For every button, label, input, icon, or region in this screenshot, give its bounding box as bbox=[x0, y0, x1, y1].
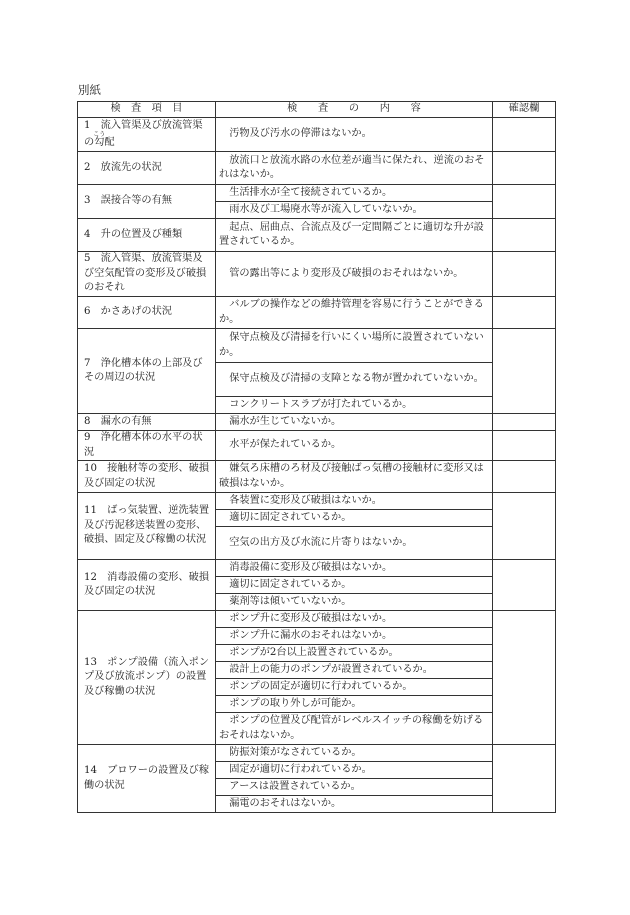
table-body bbox=[78, 118, 556, 813]
table-row bbox=[78, 185, 556, 202]
inspection-content: ポンプの取り外しが可能か。 bbox=[216, 696, 493, 713]
inspection-content: 保守点検及び清掃の支障となる物が置かれていないか。 bbox=[216, 363, 493, 397]
inspection-item: 14 ブロワーの設置及び稼働の状況 bbox=[78, 745, 216, 813]
attachment-label: 別紙 bbox=[78, 83, 101, 97]
check-cell[interactable] bbox=[493, 252, 556, 297]
inspection-content: 漏水が生じていないか。 bbox=[216, 414, 493, 431]
inspection-content: 生活排水が全て接続されているか。 bbox=[216, 185, 493, 202]
check-cell[interactable] bbox=[493, 493, 556, 560]
header-item: 検 査 項 目 bbox=[78, 102, 216, 118]
check-cell[interactable] bbox=[493, 152, 556, 185]
table-row bbox=[78, 329, 556, 363]
inspection-item: 12 消毒設備の変形、破損及び固定の状況 bbox=[78, 560, 216, 611]
inspection-content: コンクリートスラブが打たれているか。 bbox=[216, 397, 493, 414]
inspection-content: 各装置に変形及び破損はないか。 bbox=[216, 493, 493, 510]
inspection-content: 放流口と放流水路の水位差が適当に保たれ、逆流のおそれはないか。 bbox=[216, 152, 493, 185]
inspection-content: 管の露出等により変形及び破損のおそれはないか。 bbox=[216, 252, 493, 297]
inspection-item-tail: 配 bbox=[104, 136, 115, 148]
inspection-content: ポンプ升に変形及び破損はないか。 bbox=[216, 611, 493, 628]
inspection-content: 消毒設備に変形及び破損はないか。 bbox=[216, 560, 493, 577]
inspection-item: 4 升の位置及び種類 bbox=[78, 219, 216, 252]
check-cell[interactable] bbox=[493, 329, 556, 414]
table-row bbox=[78, 297, 556, 329]
table-row bbox=[78, 152, 556, 185]
ruby-reading: こう bbox=[93, 130, 106, 138]
inspection-item: 3 誤接合等の有無 bbox=[78, 185, 216, 219]
table-row bbox=[78, 461, 556, 493]
inspection-content: 設計上の能力のポンプが設置されているか。 bbox=[216, 662, 493, 679]
inspection-content: ポンプの位置及び配管がレベルスイッチの稼働を妨げるおそれはないか。 bbox=[216, 713, 493, 745]
inspection-item: 7 浄化槽本体の上部及びその周辺の状況 bbox=[78, 329, 216, 414]
inspection-item: 5 流入管渠、放流管渠及び空気配管の変形及び破損のおそれ bbox=[78, 252, 216, 297]
inspection-item: 11 ばっ気装置、逆洗装置及び汚泥移送装置の変形、破損、固定及び稼働の状況 bbox=[78, 493, 216, 560]
inspection-item: 8 漏水の有無 bbox=[78, 414, 216, 431]
table-row bbox=[78, 493, 556, 510]
check-cell[interactable] bbox=[493, 560, 556, 611]
check-cell[interactable] bbox=[493, 185, 556, 219]
inspection-item: 13 ポンプ設備（流入ポンプ及び放流ポンプ）の設置及び稼働の状況 bbox=[78, 611, 216, 745]
inspection-content: 防振対策がなされているか。 bbox=[216, 745, 493, 762]
inspection-item: 10 接触材等の変形、破損及び固定の状況 bbox=[78, 461, 216, 493]
check-cell[interactable] bbox=[493, 745, 556, 813]
table-row bbox=[78, 560, 556, 577]
ruby-base: 勾 bbox=[93, 136, 106, 148]
check-cell[interactable] bbox=[493, 414, 556, 431]
inspection-content: ポンプ升に漏水のおそれはないか。 bbox=[216, 628, 493, 645]
header-check: 確認欄 bbox=[493, 102, 556, 118]
table-row bbox=[78, 118, 556, 152]
inspection-content: 汚物及び汚水の停滞はないか。 bbox=[216, 118, 493, 152]
table-row bbox=[78, 252, 556, 297]
inspection-item bbox=[78, 118, 216, 152]
inspection-item: 9 浄化槽本体の水平の状況 bbox=[78, 431, 216, 461]
table-header-row bbox=[78, 102, 556, 118]
check-cell[interactable] bbox=[493, 219, 556, 252]
inspection-content: 起点、屈曲点、合流点及び一定間隔ごとに適切な升が設置されているか。 bbox=[216, 219, 493, 252]
inspection-content: 嫌気ろ床槽のろ材及び接触ばっ気槽の接触材に変形又は破損はないか。 bbox=[216, 461, 493, 493]
inspection-content: 適切に固定されているか。 bbox=[216, 577, 493, 594]
ruby-annotation bbox=[93, 130, 106, 148]
check-cell[interactable] bbox=[493, 297, 556, 329]
inspection-content: 固定が適切に行われているか。 bbox=[216, 762, 493, 779]
table-row bbox=[78, 414, 556, 431]
table-row bbox=[78, 219, 556, 252]
check-cell[interactable] bbox=[493, 461, 556, 493]
inspection-table bbox=[77, 101, 556, 813]
inspection-item-text: 1 流入管渠及び放流管渠の bbox=[84, 119, 203, 148]
check-cell[interactable] bbox=[493, 118, 556, 152]
check-cell[interactable] bbox=[493, 431, 556, 461]
inspection-content: アースは設置されているか。 bbox=[216, 779, 493, 796]
inspection-content: バルブの操作などの維持管理を容易に行うことができるか。 bbox=[216, 297, 493, 329]
inspection-content: 適切に固定されているか。 bbox=[216, 510, 493, 527]
inspection-item: 6 かさあげの状況 bbox=[78, 297, 216, 329]
check-cell[interactable] bbox=[493, 611, 556, 745]
inspection-item: 2 放流先の状況 bbox=[78, 152, 216, 185]
inspection-content: ポンプの固定が適切に行われているか。 bbox=[216, 679, 493, 696]
inspection-content: ポンプが2台以上設置されているか。 bbox=[216, 645, 493, 662]
inspection-content: 薬剤等は傾いていないか。 bbox=[216, 594, 493, 611]
inspection-content: 漏電のおそれはないか。 bbox=[216, 796, 493, 813]
table-row bbox=[78, 611, 556, 628]
header-content: 検 査 の 内 容 bbox=[216, 102, 493, 118]
inspection-content: 雨水及び工場廃水等が流入していないか。 bbox=[216, 202, 493, 219]
inspection-content: 水平が保たれているか。 bbox=[216, 431, 493, 461]
inspection-content: 保守点検及び清掃を行いにくい場所に設置されていないか。 bbox=[216, 329, 493, 363]
table-row bbox=[78, 745, 556, 762]
table-row bbox=[78, 431, 556, 461]
inspection-content: 空気の出方及び水流に片寄りはないか。 bbox=[216, 527, 493, 560]
